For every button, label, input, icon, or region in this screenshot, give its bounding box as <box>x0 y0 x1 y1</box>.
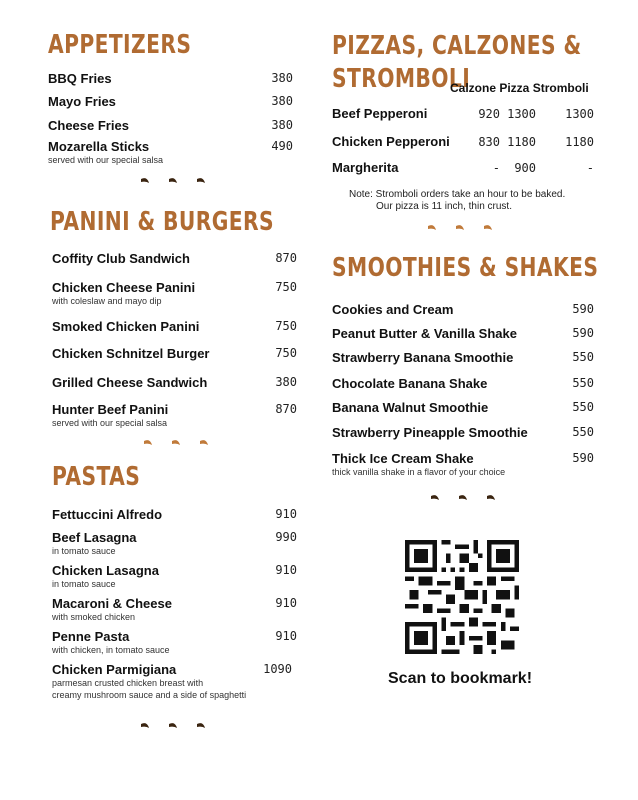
item-price: 550 <box>572 425 594 439</box>
panini-heading: PANINI & BURGERS <box>50 207 275 237</box>
calzone-price: 830 <box>478 135 500 149</box>
pizza-price: 900 <box>514 161 536 175</box>
item-price: 590 <box>572 302 594 316</box>
item-name: Strawberry Pineapple Smoothie <box>332 425 528 440</box>
item-name: Penne Pasta <box>52 629 130 644</box>
stromboli-price: 1180 <box>565 135 594 149</box>
menu-item <box>332 376 594 391</box>
item-name: Smoked Chicken Panini <box>52 319 200 334</box>
menu-item <box>52 596 297 623</box>
item-name: Coffity Club Sandwich <box>52 251 190 266</box>
menu-item <box>52 563 297 590</box>
item-name: Banana Walnut Smoothie <box>332 400 489 415</box>
item-price: 910 <box>275 629 297 643</box>
item-name: Grilled Cheese Sandwich <box>52 375 208 390</box>
menu-item <box>52 402 297 429</box>
pizza-column-headers: Calzone Pizza Stromboli <box>450 81 589 95</box>
item-name: Chicken Pepperoni <box>332 134 450 149</box>
calzone-price: 920 <box>478 107 500 121</box>
item-name: Peanut Butter & Vanilla Shake <box>332 326 517 341</box>
pizza-row <box>332 160 594 175</box>
menu-item <box>332 326 594 341</box>
coffee-bean-icon <box>424 222 504 243</box>
item-price: 750 <box>275 346 297 360</box>
item-price: 380 <box>275 375 297 389</box>
menu-item <box>52 662 292 701</box>
menu-item <box>332 350 594 365</box>
item-name: Hunter Beef Panini <box>52 402 169 417</box>
item-price: 590 <box>572 326 594 340</box>
item-price: 910 <box>275 507 297 521</box>
item-description: parmesan crusted chicken breast with <box>52 678 204 688</box>
pizza-row <box>332 106 594 121</box>
menu-item <box>52 346 297 361</box>
item-description: thick vanilla shake in a flavor of your choice <box>332 467 506 477</box>
item-name: Mozarella Sticks <box>48 139 150 154</box>
menu-item <box>52 319 297 334</box>
item-price: 750 <box>275 280 297 294</box>
item-price: 550 <box>572 400 594 414</box>
item-price: 380 <box>271 118 293 132</box>
item-price: 590 <box>572 451 594 465</box>
item-name: Mayo Fries <box>48 94 116 109</box>
coffee-bean-icon <box>140 437 220 458</box>
qr-code-icon[interactable] <box>405 540 519 654</box>
menu-item <box>52 507 297 522</box>
pastas-heading: PASTAS <box>52 462 141 492</box>
item-name: Chicken Parmigiana <box>52 662 177 677</box>
item-name: Chicken Schnitzel Burger <box>52 346 210 361</box>
menu-item <box>332 425 594 440</box>
coffee-bean-icon <box>137 720 217 741</box>
item-name: Margherita <box>332 160 399 175</box>
menu-item <box>48 139 293 166</box>
item-price: 870 <box>275 251 297 265</box>
qr-caption: Scan to bookmark! <box>388 670 533 687</box>
stromboli-price: 1300 <box>565 107 594 121</box>
item-price: 910 <box>275 563 297 577</box>
pizza-note: Our pizza is 11 inch, thin crust. <box>376 201 512 212</box>
item-description: served with our special salsa <box>48 155 164 165</box>
pizza-price: 1180 <box>507 135 536 149</box>
item-name: Macaroni & Cheese <box>52 596 172 611</box>
menu-item <box>332 451 594 478</box>
menu-item <box>52 530 297 557</box>
item-description: with coleslaw and mayo dip <box>52 296 162 306</box>
coffee-bean-icon <box>427 492 507 513</box>
item-description: in tomato sauce <box>52 579 116 589</box>
menu-item <box>52 629 297 656</box>
item-price: 490 <box>271 139 293 153</box>
pizza-note: Note: Stromboli orders take an hour to be baked. <box>349 189 566 200</box>
item-name: Beef Lasagna <box>52 530 137 545</box>
item-name: Fettuccini Alfredo <box>52 507 163 522</box>
appetizers-heading: APPETIZERS <box>48 30 192 60</box>
pizzas-heading-line2: STROMBOLI <box>332 64 471 94</box>
item-price: 550 <box>572 350 594 364</box>
item-name: Chicken Lasagna <box>52 563 159 578</box>
calzone-price: - <box>492 161 500 175</box>
item-price: 380 <box>271 71 293 85</box>
item-description: in tomato sauce <box>52 546 116 556</box>
item-price: 990 <box>275 530 297 544</box>
item-price: 550 <box>572 376 594 390</box>
item-name: Beef Pepperoni <box>332 106 428 121</box>
item-description: served with our special salsa <box>52 418 168 428</box>
item-description: creamy mushroom sauce and a side of spaghetti <box>52 690 247 700</box>
menu-item <box>48 71 293 86</box>
item-description: with smoked chicken <box>52 612 136 622</box>
menu-item <box>52 375 297 390</box>
item-name: Chicken Cheese Panini <box>52 280 196 295</box>
menu-item <box>48 118 293 133</box>
item-price: 1090 <box>263 662 292 676</box>
item-name: Cookies and Cream <box>332 302 454 317</box>
menu-item <box>52 251 297 266</box>
menu-item <box>332 400 594 415</box>
item-name: Thick Ice Cream Shake <box>332 451 474 466</box>
pizzas-heading: PIZZAS, CALZONES & <box>332 31 582 61</box>
item-name: Strawberry Banana Smoothie <box>332 350 514 365</box>
menu-item <box>332 302 594 317</box>
item-price: 380 <box>271 94 293 108</box>
pizza-price: 1300 <box>507 107 536 121</box>
menu-item <box>48 94 293 109</box>
stromboli-price: - <box>586 161 594 175</box>
pizza-row <box>332 134 594 149</box>
item-price: 870 <box>275 402 297 416</box>
item-price: 910 <box>275 596 297 610</box>
coffee-bean-icon <box>137 175 217 196</box>
item-description: with chicken, in tomato sauce <box>52 645 170 655</box>
smoothies-heading: SMOOTHIES & SHAKES <box>332 253 599 283</box>
item-name: Cheese Fries <box>48 118 129 133</box>
item-price: 750 <box>275 319 297 333</box>
item-name: Chocolate Banana Shake <box>332 376 488 391</box>
item-name: BBQ Fries <box>48 71 112 86</box>
menu-item <box>52 280 297 307</box>
